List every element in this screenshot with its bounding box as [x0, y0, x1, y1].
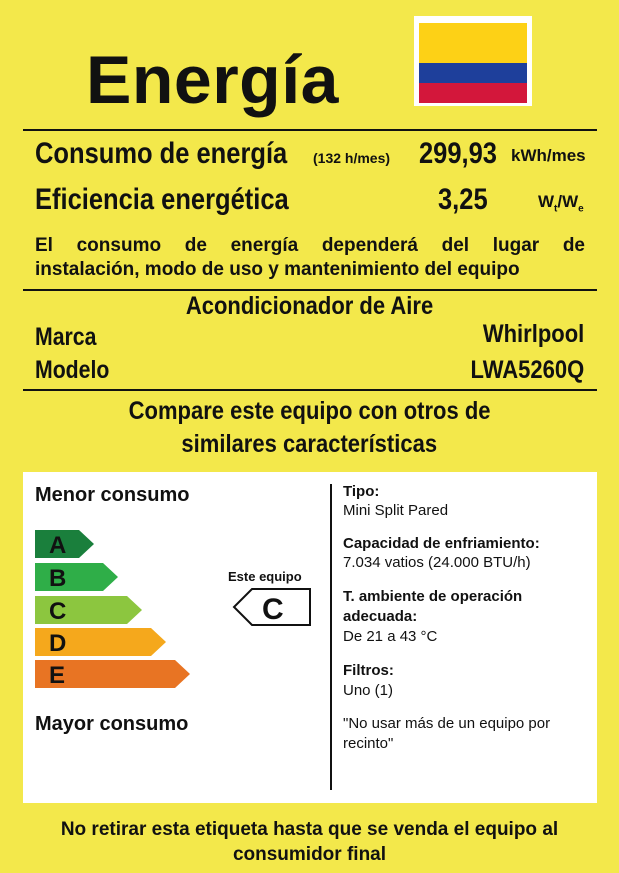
compare-line1-wrap: [0, 397, 619, 426]
spec-type-label: Tipo:: [343, 483, 380, 500]
energy-bar-e: [35, 660, 195, 690]
spec-ambient-label-1: T. ambiente de operación: [343, 588, 523, 605]
spec-warning-line2: recinto": [343, 735, 394, 752]
divider: [23, 129, 597, 131]
model-label: Modelo: [35, 356, 110, 384]
spec-warning-line1: "No usar más de un equipo por: [343, 715, 551, 732]
brand-value: Whirlpool: [482, 320, 584, 348]
energy-class-b-label: B: [49, 565, 67, 592]
colombia-flag: [414, 16, 532, 106]
consumption-value: 299,93: [419, 137, 498, 170]
this-equipment-label: Este equipo: [228, 569, 302, 584]
this-equipment-class: C: [262, 593, 284, 626]
energy-bar-d: [35, 628, 195, 658]
energy-class-a-label: A: [49, 532, 67, 559]
consumption-label: Consumo de energía: [35, 137, 288, 170]
panel-divider: [330, 484, 332, 790]
energy-bar-b: [35, 563, 195, 593]
energy-class-c-label: C: [49, 598, 67, 625]
divider: [23, 389, 597, 391]
spec-capacity-label: Capacidad de enfriamiento:: [343, 535, 540, 552]
consumption-note-line1: El consumo de energía dependerá del lugar de: [35, 235, 585, 256]
model-value: LWA5260Q: [470, 356, 584, 384]
spec-capacity-value: 7.034 vatios (24.000 BTU/h): [343, 554, 531, 571]
consumption-note-line2: instalación, modo de uso y mantenimiento del equipo: [35, 259, 520, 280]
spec-ambient-label-2: adecuada:: [343, 608, 418, 625]
scale-bottom-label: Mayor consumo: [35, 713, 189, 735]
energy-bar-a: [35, 530, 195, 560]
footer-line2: consumidor final: [232, 844, 387, 865]
flag-yellow-band: [419, 23, 527, 63]
brand-label: Marca: [35, 323, 97, 351]
energy-bar-c: [35, 596, 195, 626]
divider: [23, 289, 597, 291]
efficiency-label: Eficiencia energética: [35, 183, 289, 216]
spec-type-value: Mini Split Pared: [343, 502, 449, 519]
scale-top-label: Menor consumo: [35, 484, 190, 506]
spec-filters-label: Filtros:: [343, 662, 394, 679]
flag-blue-band: [419, 63, 527, 83]
this-equipment-arrow: [232, 588, 312, 628]
consumption-unit: kWh/mes: [511, 146, 586, 165]
compare-line1: Compare este equipo con otros de: [128, 397, 491, 425]
product-type-wrap: [0, 292, 619, 321]
product-type: Acondicionador de Aire: [185, 292, 434, 320]
efficiency-unit: $W_t/W_e$: [538, 192, 584, 215]
footer-line1: No retirar esta etiqueta hasta que se venda el equipo al: [60, 819, 559, 840]
compare-line2-wrap: [0, 430, 619, 459]
compare-line2: similares características: [181, 430, 438, 458]
consumption-hours: (132 h/mes): [313, 150, 391, 166]
flag-red-band: [419, 83, 527, 103]
energy-class-d-label: D: [49, 630, 67, 657]
label-title: Energía: [86, 42, 339, 118]
spec-ambient-value: De 21 a 43 °C: [343, 628, 438, 645]
spec-filters-value: Uno (1): [343, 682, 394, 699]
efficiency-value: 3,25: [438, 183, 488, 216]
energy-class-e-label: E: [49, 662, 66, 689]
